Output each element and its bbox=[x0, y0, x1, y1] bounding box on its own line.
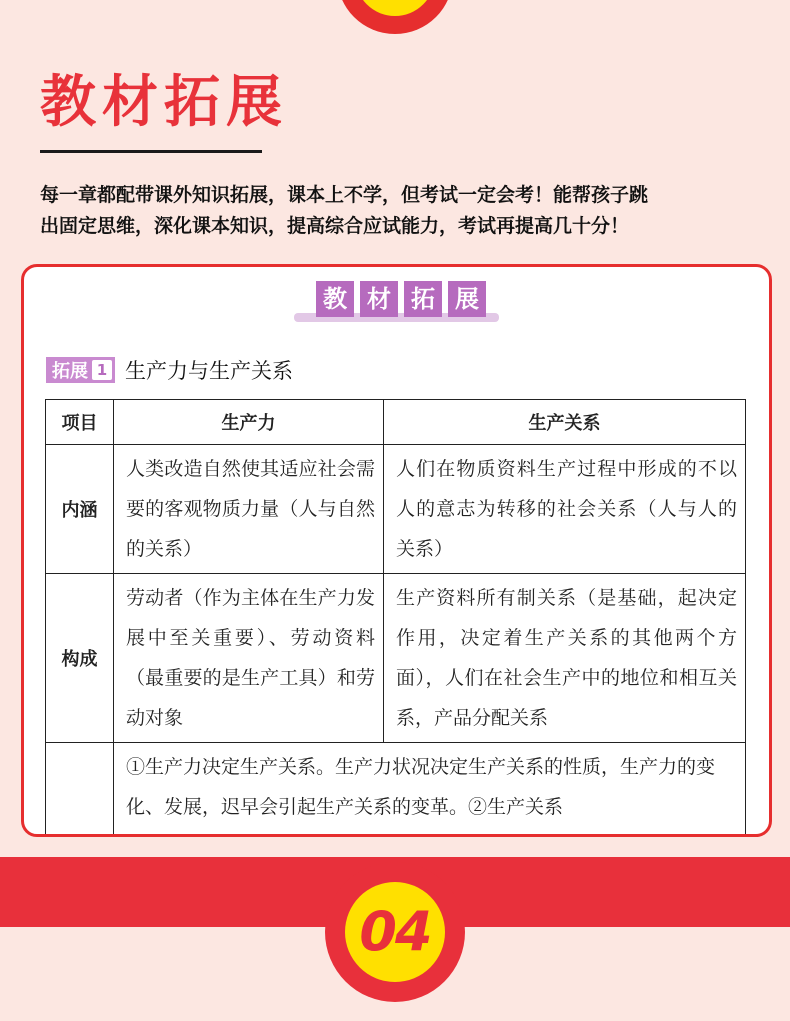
extension-heading bbox=[46, 355, 293, 385]
section-number: 04 bbox=[359, 900, 431, 963]
row-label: 内涵 bbox=[46, 445, 114, 574]
table-row bbox=[46, 445, 746, 574]
relationship-cell: ①生产力决定生产关系。生产力状况决定生产关系的性质，生产力的变化、发展，迟早会引起生产关系的变革。②生产关系 bbox=[114, 743, 746, 838]
table-row bbox=[46, 574, 746, 743]
top-section-badge bbox=[337, 0, 453, 34]
intro-line-2: 出固定思维，深化课本知识，提高综合应试能力，考试再提高几十分！ bbox=[40, 215, 630, 237]
extension-title: 生产力与生产关系 bbox=[125, 359, 293, 383]
intro-text bbox=[40, 180, 760, 242]
banner-char: 展 bbox=[448, 281, 486, 317]
row-label: 构成 bbox=[46, 574, 114, 743]
header-item: 项目 bbox=[46, 400, 114, 445]
row-label bbox=[46, 743, 114, 838]
content-card bbox=[21, 264, 772, 837]
productivity-cell: 劳动者（作为主体在生产力发展中至关重要）、劳动资料（最重要的是生产工具）和劳动对象 bbox=[114, 574, 384, 743]
page-title: 教材拓展 bbox=[40, 70, 288, 135]
table-header-row bbox=[46, 400, 746, 445]
extension-tag-label: 拓展 bbox=[52, 361, 88, 382]
extension-number: 1 bbox=[92, 360, 112, 380]
relations-cell: 生产资料所有制关系（是基础，起决定作用，决定着生产关系的其他两个方面），人们在社会生产中的地位和相互关系，产品分配关系 bbox=[384, 574, 746, 743]
comparison-table bbox=[45, 399, 746, 837]
card-banner bbox=[294, 281, 499, 325]
productivity-cell: 人类改造自然使其适应社会需要的客观物质力量（人与自然的关系） bbox=[114, 445, 384, 574]
comparison-table-wrapper bbox=[45, 399, 745, 837]
relations-cell: 人们在物质资料生产过程中形成的不以人的意志为转移的社会关系（人与人的关系） bbox=[384, 445, 746, 574]
banner-char: 材 bbox=[360, 281, 398, 317]
section-number-disc bbox=[345, 882, 445, 982]
title-underline bbox=[40, 150, 262, 153]
extension-tag bbox=[46, 357, 115, 383]
section-number-badge bbox=[325, 862, 465, 1002]
header-productivity: 生产力 bbox=[114, 400, 384, 445]
header-relations: 生产关系 bbox=[384, 400, 746, 445]
banner-char: 教 bbox=[316, 281, 354, 317]
table-row-partial bbox=[46, 743, 746, 838]
banner-char: 拓 bbox=[404, 281, 442, 317]
intro-line-1: 每一章都配带课外知识拓展，课本上不学，但考试一定会考！能帮孩子跳 bbox=[40, 184, 649, 206]
